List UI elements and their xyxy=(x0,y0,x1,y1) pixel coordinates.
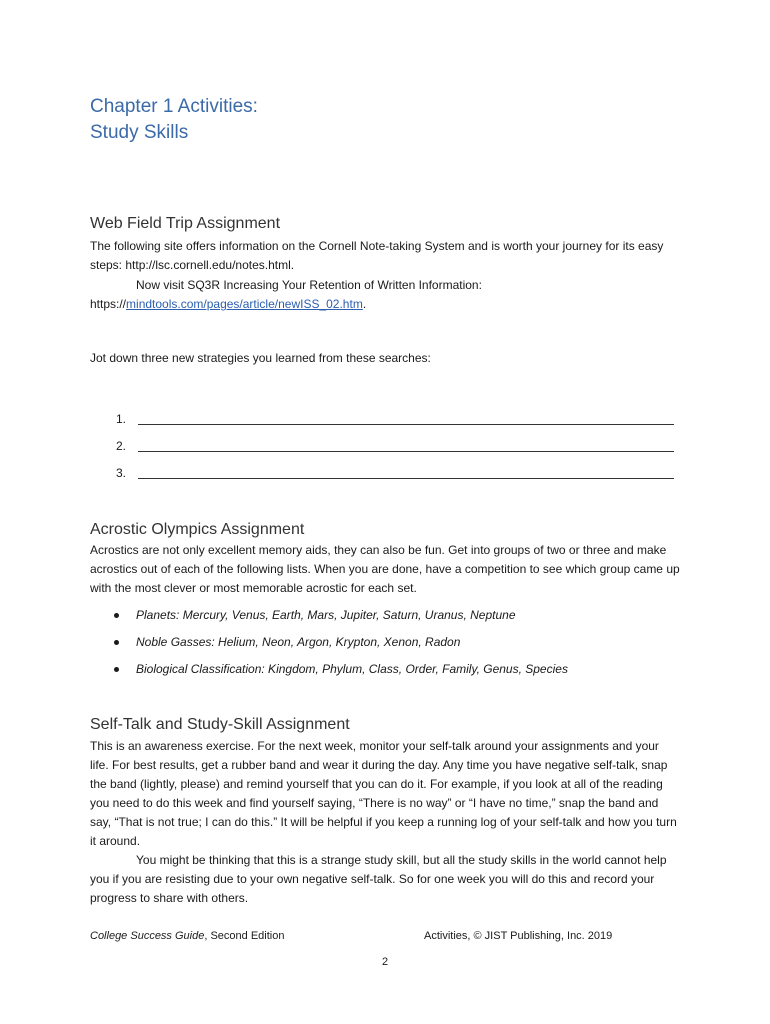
acrostic-bullet-list xyxy=(90,608,690,689)
answer-line-3[interactable] xyxy=(138,478,674,479)
bullet-icon xyxy=(114,640,119,645)
strategies-list xyxy=(90,412,680,493)
footer-edition: , Second Edition xyxy=(204,930,285,942)
bullet-noble-gasses: Noble Gasses: Helium, Neon, Argon, Krypton, Xenon, Radon xyxy=(136,635,461,649)
footer-book-title: College Success Guide xyxy=(90,930,205,942)
selftalk-paragraph-2: You might be thinking that this is a strange study skill, but all the study skills in the world cannot help you if you are resisting due to your own negative self-talk. So for one week you will do this and record your progress to share with others. xyxy=(90,853,667,905)
selftalk-paragraph-1: This is an awareness exercise. For the next week, monitor your self-talk around your assignments and your life. For best results, get a rubber band and wear it during the day. Any time you have negative self-talk, snap the band (lightly, please) and remind yourself that you can do it. For example, if you look at all of the reading you need to do this week and find yourself saying, “There is no way” or “I have no time,” snap the band and say, “That is not true; I can do this.” It will be helpful if you keep a running log of your self-talk and how you turn it around. xyxy=(90,739,677,848)
list-item xyxy=(90,466,680,493)
link-suffix: . xyxy=(362,297,367,311)
list-number: 1. xyxy=(115,412,126,426)
bullet-planets: Planets: Mercury, Venus, Earth, Mars, Jupiter, Saturn, Uranus, Neptune xyxy=(136,608,516,622)
bullet-icon xyxy=(114,667,119,672)
list-number: 3. xyxy=(115,466,126,480)
chapter-title xyxy=(90,94,258,146)
page-number: 2 xyxy=(381,956,389,968)
footer-copyright: Activities, © JIST Publishing, Inc. 2019 xyxy=(424,930,613,942)
list-item xyxy=(90,635,690,662)
list-item xyxy=(90,412,680,439)
bullet-icon xyxy=(114,613,119,618)
list-item xyxy=(90,439,680,466)
strategies-prompt: Jot down three new strategies you learned from these searches: xyxy=(90,351,431,365)
list-item xyxy=(90,662,690,689)
acrostic-heading: Acrostic Olympics Assignment xyxy=(90,521,305,538)
list-number: 2. xyxy=(115,439,126,453)
link-prefix: https:// xyxy=(90,297,127,311)
acrostic-paragraph: Acrostics are not only excellent memory aids, they can also be fun. Get into groups of two or three and make acrostics out of each of the following lists. When you are done, have a competition to see which group came up with the most clever or most memorable acrostic for each set. xyxy=(90,543,680,595)
web-trip-paragraph: The following site offers information on the Cornell Note-taking System and is worth your journey for its easy steps: http://lsc.cornell.edu/notes.html. xyxy=(90,239,664,272)
chapter-title-line2: Study Skills xyxy=(90,122,189,143)
web-trip-heading: Web Field Trip Assignment xyxy=(90,215,281,232)
footer-book xyxy=(90,930,284,942)
answer-line-1[interactable] xyxy=(138,424,674,425)
mindtools-link[interactable]: mindtools.com/pages/article/newISS_02.htm xyxy=(126,297,363,311)
list-item xyxy=(90,608,690,635)
selftalk-heading: Self-Talk and Study-Skill Assignment xyxy=(90,716,350,733)
web-trip-paragraph-2 xyxy=(90,276,680,314)
answer-line-2[interactable] xyxy=(138,451,674,452)
web-trip-sq3r-text: Now visit SQ3R Increasing Your Retention of Written Information: xyxy=(136,278,482,292)
bullet-biological-classification: Biological Classification: Kingdom, Phylum, Class, Order, Family, Genus, Species xyxy=(136,662,568,676)
chapter-title-line1: Chapter 1 Activities: xyxy=(90,96,258,117)
